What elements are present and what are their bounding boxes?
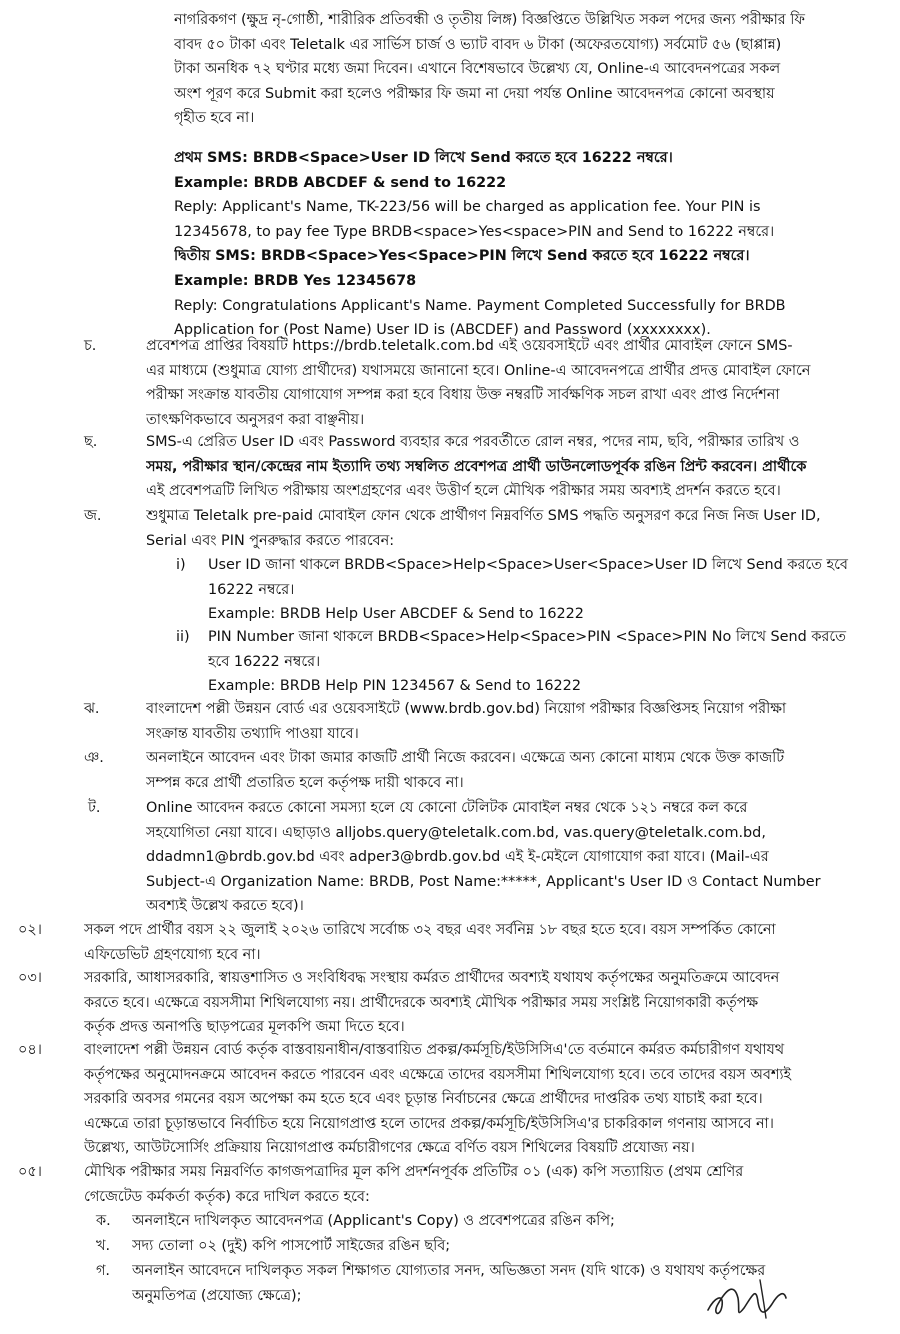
- text-line: এক্ষেত্রে তারা চূড়ান্তভাবে নির্বাচিত হয়ে নিয়োগপ্রাপ্ত হলে তাদের প্রকল্প/কর্মসূচি/ইউসিসিএ'র চাকরিকাল গণনায় আসবে না।: [84, 1115, 774, 1132]
- text-line: Serial এবং PIN পুনরুদ্ধার করতে পারবেন:: [146, 532, 395, 549]
- item-ja-text: [146, 504, 878, 553]
- signature-image: [700, 1268, 810, 1328]
- text-line: গেজেটেড কর্মকর্তা কর্তৃক) করে দাখিল করতে হবে:: [84, 1188, 370, 1205]
- text-line: অবশ্যই উল্লেখ করতে হবে)।: [146, 898, 304, 915]
- text-line: User ID জানা থাকলে BRDB<Space>Help<Space>User<Space>User ID লিখে Send করতে হবে: [208, 557, 848, 573]
- text-line: পরীক্ষা সংক্রান্ত যাবতীয় যোগাযোগ সম্পন্ন করা হবে বিধায় উক্ত নম্বরটি সার্বক্ষণিক সচল রাখা এবং প্রাপ্ত নির্দেশনা: [146, 387, 780, 404]
- text-line: SMS-এ প্রেরিত User ID এবং Password ব্যবহার করে পরবর্তীতে রোল নম্বর, পদের নাম, ছবি, পরীক্ষার তারিখ ও: [146, 434, 800, 450]
- sub-item-ka: [132, 1209, 878, 1234]
- sub-item-kha: [132, 1234, 878, 1259]
- example-line: Example: BRDB Help PIN 1234567 & Send to 16222: [208, 678, 581, 695]
- text-line: অনলাইন আবেদনে দাখিলকৃত সকল শিক্ষাগত যোগ্যতার সনদ, অভিজ্ঞতা সনদ (যদি থাকে) ও যথাযথ কর্তৃপক্ষের: [132, 1263, 766, 1279]
- text-line: কর্তৃপক্ষের অনুমোদনক্রমে আবেদন করতে পারবেন এবং এক্ষেত্রে তাদের বয়সসীমা শিথিলযোগ্য হবে। তবে তাদের বয়স অবশ্যই: [84, 1066, 792, 1083]
- text-line: সহযোগিতা নেয়া যাবে। এছাড়াও alljobs.query@teletalk.com.bd, vas.query@teletalk.com.bd,: [146, 824, 766, 841]
- item-marker-chha: ছ.: [84, 434, 98, 450]
- text-line: সংক্রান্ত যাবতীয় তথ্যাদি পাওয়া যাবে।: [146, 725, 359, 742]
- item-ta-text: [146, 796, 878, 919]
- text-line: করতে হবে। এক্ষেত্রে বয়সসীমা শিথিলযোগ্য নয়। প্রার্থীদেরকে অবশ্যই মৌখিক পরীক্ষার সময় সংশ্লিষ্ট নিয়োগকারী কর্তৃপক্ষ: [84, 994, 759, 1011]
- text-line: এফিডেভিট গ্রহণযোগ্য হবে না।: [84, 946, 261, 963]
- sub-marker-ka: ক.: [96, 1213, 111, 1229]
- second-sms-line: দ্বিতীয় SMS: BRDB<Space>Yes<Space>PIN লিখে Send করতে হবে 16222 নম্বরে।: [174, 248, 750, 265]
- example-2: Example: BRDB Yes 12345678: [174, 272, 417, 289]
- text-line: হবে 16222 নম্বরে।: [208, 653, 321, 670]
- text-line: এর মাধ্যমে (শুধুমাত্র যোগ্য প্রার্থীদের) যথাসময়ে জানানো হবে। Online-এ আবেদনপত্রে প্রার্থীর প্রদত্ত মোবাইল ফোনে: [146, 362, 811, 379]
- text-line: সকল পদে প্রার্থীর বয়স ২২ জুলাই ২০২৬ তারিখে সর্বোচ্চ ৩২ বছর এবং সর্বনিম্ন ১৮ বছর হতে হবে। বয়স সম্পর্কিত কোনো: [84, 922, 776, 938]
- sms-instructions: [174, 146, 878, 343]
- text-line: নাগরিকগণ (ক্ষুদ্র নৃ-গোষ্ঠী, শারীরিক প্রতিবন্ধী ও তৃতীয় লিঙ্গ) বিজ্ঞপ্তিতে উল্লিখিত সকল পদের জন্য পরীক্ষার ফি: [174, 12, 805, 28]
- text-line: ddadmn1@brdb.gov.bd এবং adper3@brdb.gov.bd এই ই-মেইলে যোগাযোগ করা যাবে। (Mail-এর: [146, 849, 769, 866]
- text-line: প্রবেশপত্র প্রাপ্তির বিষয়টি https://brdb.teletalk.com.bd এই ওয়েবসাইটে এবং প্রার্থীর মোবাইল ফোনে SMS-: [146, 338, 793, 354]
- text-line: সম্পন্ন করে প্রার্থী প্রতারিত হলে কর্তৃপক্ষ দায়ী থাকবে না।: [146, 774, 464, 791]
- sub-marker-ga: গ.: [96, 1263, 111, 1279]
- text-line: বাংলাদেশ পল্লী উন্নয়ন বোর্ড এর ওয়েবসাইটে (www.brdb.gov.bd) নিয়োগ পরীক্ষার বিজ্ঞপ্তিসহ নিয়োগ পরীক্ষা: [146, 701, 787, 717]
- item-jha-text: [146, 697, 878, 746]
- reply-1-line-a: Reply: Applicant's Name, TK-223/56 will be charged as application fee. Your PIN is: [174, 199, 761, 216]
- item-cha-text: [146, 334, 878, 432]
- intro-paragraph: [174, 8, 878, 131]
- section-03-text: [84, 966, 878, 1040]
- text-line: বাবদ ৫০ টাকা এবং Teletalk এর সার্ভিস চার্জ ও ভ্যাট বাবদ ৬ টাকা (অফেরতযোগ্য) সর্বমোট ৫৬ (ছাপ্পান্ন): [174, 36, 782, 53]
- section-05-text: [84, 1160, 878, 1209]
- text-line: 16222 নম্বরে।: [208, 581, 295, 598]
- sub-marker-i: i): [176, 557, 186, 573]
- text-line: অনুমতিপত্র (প্রযোজ্য ক্ষেত্রে);: [132, 1287, 302, 1304]
- item-nya-text: [146, 746, 878, 795]
- section-marker-02: ০২।: [18, 922, 42, 938]
- section-04-text: [84, 1038, 878, 1161]
- sub-item-ii: [208, 625, 878, 699]
- section-marker-03: ০৩।: [18, 970, 42, 986]
- item-marker-cha: চ.: [84, 338, 97, 354]
- item-marker-nya: ঞ.: [84, 750, 104, 766]
- reply-1-line-b: 12345678, to pay fee Type BRDB<space>Yes<space>PIN and Send to 16222 নম্বরে।: [174, 223, 775, 240]
- item-marker-ta: ট.: [88, 800, 101, 816]
- example-1: Example: BRDB ABCDEF & send to 16222: [174, 174, 507, 191]
- text-line: Subject-এ Organization Name: BRDB, Post Name:*****, Applicant's User ID ও Contact Number: [146, 873, 821, 890]
- item-marker-ja: জ.: [84, 508, 102, 524]
- text-line: টাকা অনধিক ৭২ ঘণ্টার মধ্যে জমা দিবেন। এখানে বিশেষভাবে উল্লেখ্য যে, Online-এ আবেদনপত্রের সকল: [174, 61, 781, 78]
- item-chha-text: [146, 430, 878, 504]
- text-line: সদ্য তোলা ০২ (দুই) কপি পাসপোর্ট সাইজের রঙিন ছবি;: [132, 1238, 451, 1254]
- text-line: অনলাইনে দাখিলকৃত আবেদনপত্র (Applicant's Copy) ও প্রবেশপত্রের রঙিন কপি;: [132, 1213, 615, 1229]
- text-line: অংশ পূরণ করে Submit করা হলেও পরীক্ষার ফি জমা না দেয়া পর্যন্ত Online আবেদনপত্র কোনো অবস্থায়: [174, 85, 775, 102]
- text-line: কর্তৃক প্রদত্ত অনাপত্তি ছাড়পত্রের মূলকপি জমা দিতে হবে।: [84, 1019, 405, 1036]
- text-line: সরকারি, আধাসরকারি, স্বায়ত্তশাসিত ও সংবিধিবদ্ধ সংস্থায় কর্মরত প্রার্থীদের অবশ্যই যথাযথ কর্তৃপক্ষের অনুমতিক্রমে আবেদন: [84, 970, 780, 986]
- example-line: Example: BRDB Help User ABCDEF & Send to 16222: [208, 606, 584, 623]
- section-marker-04: ০৪।: [18, 1042, 42, 1058]
- reply-2-line-b: Application for (Post Name) User ID is (ABCDEF) and Password (xxxxxxxx).: [174, 322, 711, 339]
- text-line: Online আবেদন করতে কোনো সমস্যা হলে যে কোনো টেলিটক মোবাইল নম্বর থেকে ১২১ নম্বরে কল করে: [146, 800, 748, 816]
- first-sms-line: প্রথম SMS: BRDB<Space>User ID লিখে Send করতে হবে 16222 নম্বরে।: [174, 150, 673, 166]
- text-line: গৃহীত হবে না।: [174, 110, 255, 127]
- text-line: শুধুমাত্র Teletalk pre-paid মোবাইল ফোন থেকে প্রার্থীগণ নিম্নবর্ণিত SMS পদ্ধতি অনুসরণ করে নিজ নিজ User ID,: [146, 508, 821, 524]
- text-line: সরকারি অবসর গমনের বয়স অপেক্ষা কম হতে হবে এবং চূড়ান্ত নির্বাচনের ক্ষেত্রে প্রার্থীদের দাপ্তরিক তথ্য যাচাই করা হবে।: [84, 1091, 763, 1108]
- text-line: সময়, পরীক্ষার স্থান/কেন্দ্রের নাম ইত্যাদি তথ্য সম্বলিত প্রবেশপত্র প্রার্থী ডাউনলোডপূর্বক রঙিন প্রিন্ট করবেন। প্রার্থীকে: [146, 458, 807, 475]
- item-marker-jha: ঝ.: [84, 701, 100, 717]
- text-line: বাংলাদেশ পল্লী উন্নয়ন বোর্ড কর্তৃক বাস্তবায়নাধীন/বাস্তবায়িত প্রকল্প/কর্মসূচি/ইউসিসিএ'তে বর্তমানে কর্মরত কর্মচারীগণ যথাযথ: [84, 1042, 785, 1058]
- sub-item-i: [208, 553, 878, 627]
- text-line: মৌখিক পরীক্ষার সময় নিম্নবর্ণিত কাগজপত্রাদির মূল কপি প্রদর্শনপূর্বক প্রতিটির ০১ (এক) কপি সত্যায়িত (প্রথম শ্রেণির: [84, 1164, 744, 1180]
- reply-2-line-a: Reply: Congratulations Applicant's Name. Payment Completed Successfully for BRDB: [174, 297, 786, 314]
- text-line: PIN Number জানা থাকলে BRDB<Space>Help<Space>PIN <Space>PIN No লিখে Send করতে: [208, 629, 846, 645]
- text-line: এই প্রবেশপত্রটি লিখিত পরীক্ষায় অংশগ্রহণের এবং উত্তীর্ণ হলে মৌখিক পরীক্ষার সময় অবশ্যই প্রদর্শন করতে হবে।: [146, 483, 781, 500]
- sub-marker-kha: খ.: [96, 1238, 111, 1254]
- text-line: উল্লেখ্য, আউটসোর্সিং প্রক্রিয়ায় নিয়োগপ্রাপ্ত কর্মচারীগণের ক্ষেত্রে বর্ণিত বয়স শিথিলের বিষয়টি প্রযোজ্য নয়।: [84, 1140, 695, 1157]
- section-02-text: [84, 918, 878, 967]
- text-line: অনলাইনে আবেদন এবং টাকা জমার কাজটি প্রার্থী নিজে করবেন। এক্ষেত্রে অন্য কোনো মাধ্যম থেকে উক্ত কাজটি: [146, 750, 785, 766]
- text-line: তাৎক্ষণিকভাবে অনুসরণ করা বাঞ্ছনীয়।: [146, 411, 365, 428]
- sub-marker-ii: ii): [176, 629, 190, 645]
- section-marker-05: ০৫।: [18, 1164, 42, 1180]
